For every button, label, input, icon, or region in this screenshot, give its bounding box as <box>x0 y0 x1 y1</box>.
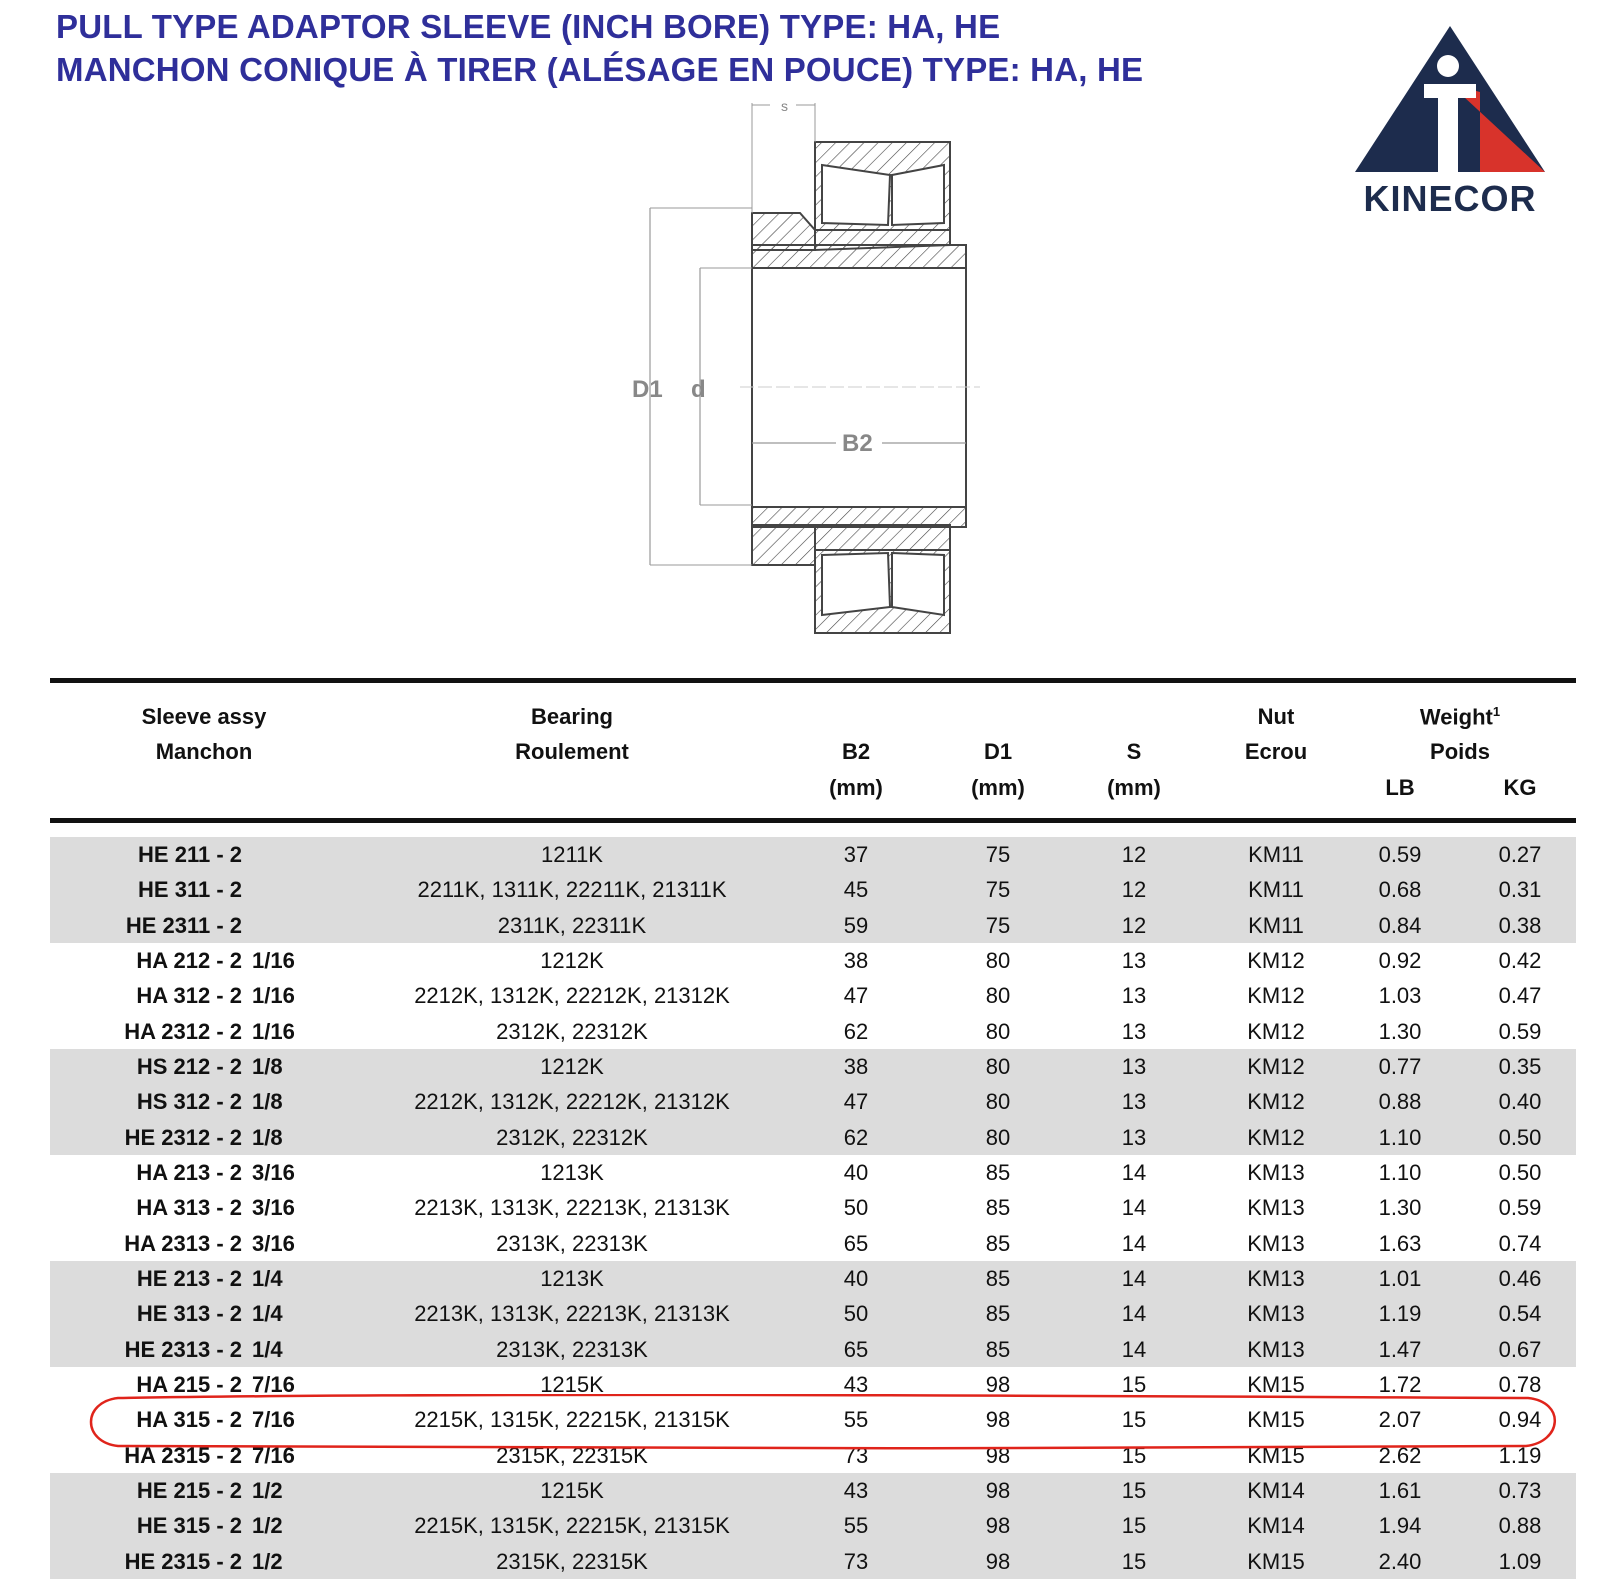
cell-lb: 1.94 <box>1378 1513 1422 1539</box>
table-row <box>0 1084 1600 1119</box>
header-bearing-en: Bearing <box>531 704 613 729</box>
cell-kg: 0.67 <box>1498 1336 1542 1362</box>
cell-b2: 50 <box>843 1195 869 1221</box>
cell-bearing: 2315K, 22315K <box>496 1548 648 1574</box>
cell-lb: 0.68 <box>1378 877 1422 903</box>
cell-sleeve: HA 313 - 2 <box>136 1195 242 1221</box>
cell-kg: 0.50 <box>1498 1124 1542 1150</box>
cell-nut: KM15 <box>1247 1548 1305 1574</box>
cell-sleeve: HE 2313 - 2 <box>124 1336 242 1362</box>
cell-s: 12 <box>1121 877 1147 903</box>
cell-frac: 1/16 <box>252 947 295 973</box>
cell-bearing: 1211K <box>541 842 603 867</box>
table-top-rule <box>50 678 1576 683</box>
cell-b2: 40 <box>843 1159 869 1185</box>
cell-s: 15 <box>1121 1371 1147 1397</box>
cell-s: 15 <box>1121 1513 1147 1539</box>
cell-bearing: 2212K, 1312K, 22212K, 21312K <box>414 983 730 1009</box>
cell-bearing: 1212K <box>540 1053 604 1079</box>
header-nut-fr: Ecrou <box>1244 739 1308 764</box>
header-nut-en: Nut <box>1257 704 1295 729</box>
cell-lb: 1.01 <box>1378 1265 1422 1291</box>
cell-nut: KM12 <box>1247 1018 1305 1044</box>
cell-nut: KM11 <box>1248 877 1304 903</box>
cell-b2: 37 <box>843 842 869 867</box>
cell-lb: 1.47 <box>1378 1336 1422 1362</box>
cell-b2: 62 <box>843 1018 869 1044</box>
cell-kg: 1.19 <box>1498 1442 1542 1468</box>
header-bearing-fr: Roulement <box>515 739 629 764</box>
cell-frac: 3/16 <box>252 1195 295 1221</box>
drawing-label-d1: D1 <box>632 376 663 403</box>
cell-sleeve: HE 315 - 2 <box>136 1513 242 1539</box>
cell-lb: 2.07 <box>1378 1407 1422 1433</box>
cell-bearing: 2211K, 1311K, 22211K, 21311K <box>417 877 727 903</box>
cell-b2: 50 <box>843 1301 869 1327</box>
cell-bearing: 2213K, 1313K, 22213K, 21313K <box>414 1301 730 1327</box>
table-row <box>0 943 1600 978</box>
cell-nut: KM13 <box>1247 1265 1305 1291</box>
cell-lb: 1.30 <box>1378 1195 1422 1221</box>
cell-sleeve: HA 2312 - 2 <box>124 1018 242 1044</box>
cell-kg: 0.27 <box>1498 842 1542 867</box>
cell-s: 14 <box>1121 1159 1147 1185</box>
cell-nut: KM14 <box>1247 1477 1305 1503</box>
cell-lb: 0.84 <box>1378 912 1422 938</box>
table-row <box>0 837 1600 872</box>
cell-b2: 65 <box>843 1336 869 1362</box>
cell-sleeve: HS 312 - 2 <box>136 1089 242 1115</box>
cell-b2: 47 <box>843 1089 869 1115</box>
cell-frac: 1/2 <box>252 1548 283 1574</box>
cell-frac: 3/16 <box>252 1159 295 1185</box>
cell-kg: 0.50 <box>1498 1159 1542 1185</box>
cell-bearing: 1215K <box>540 1477 604 1503</box>
cell-bearing: 1215K <box>540 1371 604 1397</box>
cell-kg: 0.46 <box>1498 1265 1542 1291</box>
table-row <box>0 1261 1600 1296</box>
cell-sleeve: HA 2313 - 2 <box>124 1230 242 1256</box>
cell-sleeve: HA 315 - 2 <box>136 1407 242 1433</box>
cell-sleeve: HE 311 - 2 <box>138 877 242 903</box>
adaptor-sleeve-drawing <box>600 95 1060 660</box>
cell-kg: 0.54 <box>1498 1301 1542 1327</box>
cell-bearing: 1213K <box>540 1265 604 1291</box>
cell-s: 12 <box>1121 842 1147 867</box>
cell-b2: 73 <box>843 1442 869 1468</box>
cell-kg: 0.74 <box>1498 1230 1542 1256</box>
cell-bearing: 2311K, 22311K <box>497 912 647 938</box>
cell-s: 14 <box>1121 1195 1147 1221</box>
table-row <box>0 1014 1600 1049</box>
cell-bearing: 2315K, 22315K <box>496 1442 648 1468</box>
cell-s: 15 <box>1121 1477 1147 1503</box>
cell-kg: 0.59 <box>1498 1195 1542 1221</box>
cell-b2: 38 <box>843 1053 869 1079</box>
header-kg: KG <box>1503 775 1537 800</box>
cell-s: 15 <box>1121 1407 1147 1433</box>
cell-d1: 98 <box>985 1371 1011 1397</box>
cell-s: 14 <box>1121 1265 1147 1291</box>
cell-frac: 1/2 <box>252 1477 283 1503</box>
cell-nut: KM15 <box>1247 1371 1305 1397</box>
cell-d1: 85 <box>985 1301 1011 1327</box>
cell-bearing: 2312K, 22312K <box>496 1124 648 1150</box>
cell-d1: 75 <box>985 842 1011 867</box>
cell-kg: 0.59 <box>1498 1018 1542 1044</box>
cell-kg: 0.40 <box>1498 1089 1542 1115</box>
cell-bearing: 2312K, 22312K <box>496 1018 648 1044</box>
cell-lb: 0.92 <box>1378 947 1422 973</box>
cell-nut: KM11 <box>1248 912 1304 938</box>
cell-frac: 3/16 <box>252 1230 295 1256</box>
table-row <box>0 1508 1600 1543</box>
cell-nut: KM12 <box>1247 1053 1305 1079</box>
cell-frac: 1/2 <box>252 1513 283 1539</box>
cell-nut: KM13 <box>1247 1195 1305 1221</box>
cell-sleeve: HE 211 - 2 <box>138 842 242 867</box>
cell-d1: 80 <box>985 1053 1011 1079</box>
header-weight-en: Weight$^1$ <box>1419 704 1501 730</box>
cell-kg: 0.94 <box>1498 1407 1542 1433</box>
cell-d1: 85 <box>985 1230 1011 1256</box>
cell-sleeve: HS 212 - 2 <box>136 1053 242 1079</box>
cell-lb: 1.63 <box>1378 1230 1422 1256</box>
cell-frac: 1/4 <box>252 1301 283 1327</box>
cell-b2: 62 <box>843 1124 869 1150</box>
cell-sleeve: HE 215 - 2 <box>136 1477 242 1503</box>
cell-d1: 85 <box>985 1336 1011 1362</box>
table-header-rule <box>50 818 1576 823</box>
cell-d1: 85 <box>985 1195 1011 1221</box>
cell-s: 13 <box>1121 947 1147 973</box>
cell-frac: 1/16 <box>252 1018 295 1044</box>
cell-s: 13 <box>1121 983 1147 1009</box>
cell-sleeve: HE 2315 - 2 <box>124 1548 242 1574</box>
header-d1: D1 <box>983 739 1013 764</box>
cell-d1: 80 <box>985 983 1011 1009</box>
cell-lb: 0.59 <box>1378 842 1422 867</box>
cell-sleeve: HE 213 - 2 <box>136 1265 242 1291</box>
page-title-english: PULL TYPE ADAPTOR SLEEVE (INCH BORE) TYPE: HA, HE <box>56 8 1001 45</box>
table-row <box>0 872 1600 907</box>
cell-frac: 1/4 <box>252 1265 283 1291</box>
cell-d1: 98 <box>985 1513 1011 1539</box>
cell-sleeve: HA 213 - 2 <box>136 1159 242 1185</box>
table-row <box>0 1049 1600 1084</box>
cell-b2: 40 <box>843 1265 869 1291</box>
table-row <box>0 1296 1600 1331</box>
cell-frac: 1/16 <box>252 983 295 1009</box>
header-weight-fr: Poids <box>1430 739 1490 764</box>
cell-nut: KM13 <box>1247 1230 1305 1256</box>
cell-b2: 38 <box>843 947 869 973</box>
cell-d1: 80 <box>985 1124 1011 1150</box>
cell-lb: 1.03 <box>1378 983 1422 1009</box>
cell-s: 13 <box>1121 1124 1147 1150</box>
cell-d1: 75 <box>985 877 1011 903</box>
cell-lb: 1.19 <box>1378 1301 1422 1327</box>
cell-nut: KM12 <box>1247 983 1305 1009</box>
cell-b2: 55 <box>843 1513 869 1539</box>
cell-nut: KM12 <box>1247 1089 1305 1115</box>
cell-bearing: 2212K, 1312K, 22212K, 21312K <box>414 1089 730 1115</box>
cell-b2: 73 <box>843 1548 869 1574</box>
cell-b2: 59 <box>843 912 869 938</box>
cell-sleeve: HA 312 - 2 <box>136 983 242 1009</box>
cell-sleeve: HE 313 - 2 <box>136 1301 242 1327</box>
cell-s: 15 <box>1121 1548 1147 1574</box>
cell-bearing: 2213K, 1313K, 22213K, 21313K <box>414 1195 730 1221</box>
cell-nut: KM12 <box>1247 1124 1305 1150</box>
cell-d1: 98 <box>985 1477 1011 1503</box>
cell-b2: 43 <box>843 1371 869 1397</box>
cell-nut: KM13 <box>1247 1159 1305 1185</box>
cell-lb: 1.30 <box>1378 1018 1422 1044</box>
cell-s: 13 <box>1121 1018 1147 1044</box>
table-row <box>0 1332 1600 1367</box>
cell-bearing: 1212K <box>540 947 604 973</box>
cell-d1: 80 <box>985 947 1011 973</box>
cell-lb: 1.10 <box>1378 1124 1422 1150</box>
cell-bearing: 2313K, 22313K <box>496 1230 648 1256</box>
cell-b2: 55 <box>843 1407 869 1433</box>
header-b2: B2 <box>841 739 871 764</box>
cell-s: 14 <box>1121 1230 1147 1256</box>
cell-b2: 43 <box>843 1477 869 1503</box>
cell-kg: 0.47 <box>1498 983 1542 1009</box>
cell-b2: 47 <box>843 983 869 1009</box>
cell-d1: 98 <box>985 1407 1011 1433</box>
cell-frac: 1/8 <box>252 1053 283 1079</box>
cell-d1: 80 <box>985 1089 1011 1115</box>
cell-b2: 45 <box>843 877 869 903</box>
cell-frac: 1/4 <box>252 1336 283 1362</box>
header-lb: LB <box>1385 775 1415 800</box>
cell-d1: 98 <box>985 1442 1011 1468</box>
cell-kg: 0.78 <box>1498 1371 1542 1397</box>
header-s: S <box>1126 739 1142 764</box>
cell-lb: 2.62 <box>1378 1442 1422 1468</box>
cell-s: 15 <box>1121 1442 1147 1468</box>
header-sleeve-fr: Manchon <box>155 739 253 764</box>
cell-s: 14 <box>1121 1301 1147 1327</box>
cell-d1: 85 <box>985 1159 1011 1185</box>
cell-frac: 7/16 <box>252 1407 295 1433</box>
cell-kg: 0.73 <box>1498 1477 1542 1503</box>
cell-sleeve: HA 212 - 2 <box>136 947 242 973</box>
cell-kg: 0.38 <box>1498 912 1542 938</box>
cell-s: 13 <box>1121 1089 1147 1115</box>
table-row <box>0 1120 1600 1155</box>
cell-kg: 0.88 <box>1498 1513 1542 1539</box>
cell-nut: KM13 <box>1247 1336 1305 1362</box>
cell-bearing: 2215K, 1315K, 22215K, 21315K <box>414 1513 730 1539</box>
page-title-french: MANCHON CONIQUE À TIRER (ALÉSAGE EN POUCE) TYPE: HA, HE <box>56 51 1144 88</box>
header-s-unit: (mm) <box>1107 775 1161 800</box>
highlight-ellipse <box>88 1394 1564 1450</box>
cell-nut: KM14 <box>1247 1513 1305 1539</box>
drawing-label-b2: B2 <box>842 430 873 457</box>
table-row <box>0 1155 1600 1190</box>
cell-nut: KM11 <box>1248 842 1304 867</box>
cell-lb: 2.40 <box>1378 1548 1422 1574</box>
header-sleeve-en: Sleeve assy <box>141 704 267 729</box>
cell-sleeve: HA 215 - 2 <box>136 1371 242 1397</box>
logo-wordmark: KINECOR <box>1363 178 1537 219</box>
cell-bearing: 2215K, 1315K, 22215K, 21315K <box>414 1407 730 1433</box>
cell-bearing: 1213K <box>540 1159 604 1185</box>
cell-lb: 0.88 <box>1378 1089 1422 1115</box>
cell-nut: KM15 <box>1247 1407 1305 1433</box>
cell-s: 12 <box>1121 912 1147 938</box>
cell-bearing: 2313K, 22313K <box>496 1336 648 1362</box>
cell-kg: 0.31 <box>1498 877 1542 903</box>
cell-d1: 80 <box>985 1018 1011 1044</box>
table-row <box>0 1544 1600 1579</box>
cell-lb: 1.10 <box>1378 1159 1422 1185</box>
header-d1-unit: (mm) <box>971 775 1025 800</box>
table-row <box>0 1190 1600 1225</box>
cell-sleeve: HE 2312 - 2 <box>124 1124 242 1150</box>
cell-s: 13 <box>1121 1053 1147 1079</box>
cell-kg: 0.42 <box>1498 947 1542 973</box>
table-row <box>0 908 1600 943</box>
cell-kg: 1.09 <box>1498 1548 1542 1574</box>
cell-nut: KM12 <box>1247 947 1305 973</box>
header-b2-unit: (mm) <box>829 775 883 800</box>
drawing-label-s: s <box>781 98 788 114</box>
cell-sleeve: HA 2315 - 2 <box>124 1442 242 1468</box>
cell-lb: 1.61 <box>1378 1477 1422 1503</box>
cell-sleeve: HE 2311 - 2 <box>125 912 242 938</box>
table-row <box>0 1226 1600 1261</box>
table-row <box>0 1473 1600 1508</box>
cell-frac: 1/8 <box>252 1124 283 1150</box>
cell-s: 14 <box>1121 1336 1147 1362</box>
cell-d1: 85 <box>985 1265 1011 1291</box>
cell-frac: 7/16 <box>252 1371 295 1397</box>
cell-lb: 1.72 <box>1378 1371 1422 1397</box>
cell-nut: KM13 <box>1247 1301 1305 1327</box>
cell-d1: 98 <box>985 1548 1011 1574</box>
table-row <box>0 978 1600 1013</box>
cell-kg: 0.35 <box>1498 1053 1542 1079</box>
cell-frac: 7/16 <box>252 1442 295 1468</box>
cell-nut: KM15 <box>1247 1442 1305 1468</box>
cell-frac: 1/8 <box>252 1089 283 1115</box>
cell-b2: 65 <box>843 1230 869 1256</box>
cell-d1: 75 <box>985 912 1011 938</box>
drawing-label-d: d <box>691 376 706 403</box>
cell-lb: 0.77 <box>1378 1053 1422 1079</box>
